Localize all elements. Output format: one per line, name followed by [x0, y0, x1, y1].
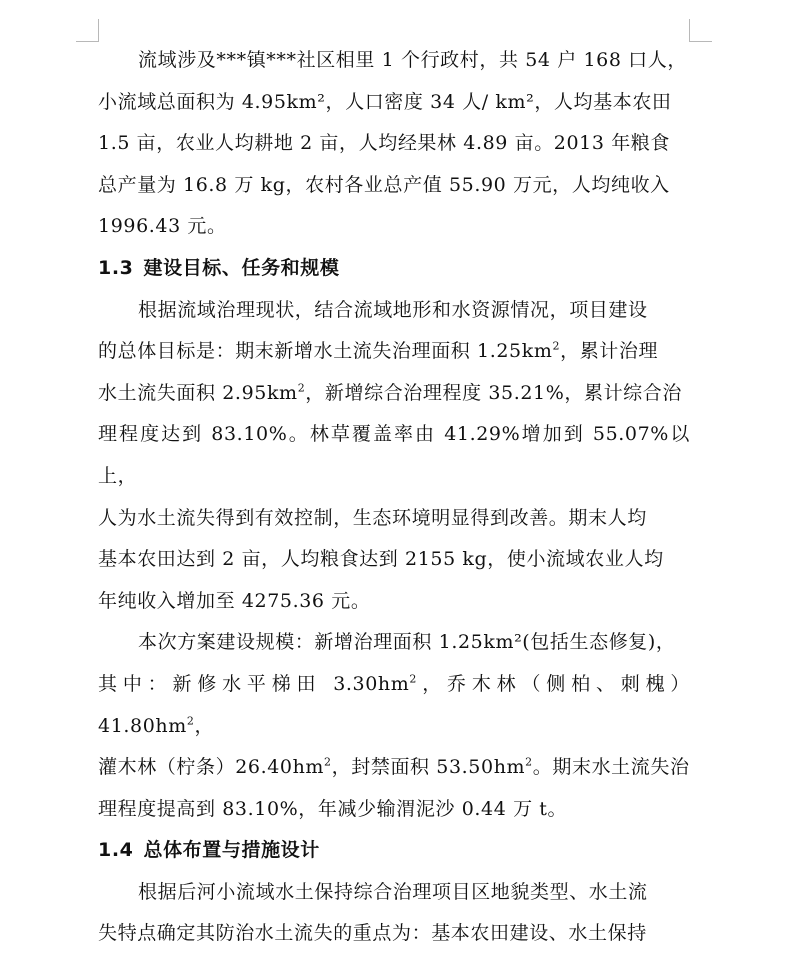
text-line: 理程度达到 83.10%。林草覆盖率由 41.29%增加到 55.07%以上，: [98, 423, 690, 487]
document-body[interactable]: [98, 40, 690, 955]
text-segment: ，新增综合治理程度 35.21%，累计综合治: [305, 381, 682, 404]
text-segment: 的总体目标是：期末新增水土流失治理面积 1.25km: [98, 340, 553, 363]
superscript: 2: [186, 714, 195, 728]
text-line: 总产量为 16.8 万 kg，农村各业总产值 55.90 万元，人均纯收入: [98, 173, 670, 196]
superscript: 2: [409, 672, 417, 686]
text-line: [98, 331, 690, 373]
crop-mark-top-left: [76, 19, 99, 42]
text-line: 小流域总面积为 4.95km²，人口密度 34 人/ km²，人均基本农田: [98, 90, 672, 113]
superscript: 2: [297, 381, 306, 395]
text-segment: 水土流失面积 2.95km: [98, 381, 298, 404]
text-line: [98, 373, 690, 415]
section-heading-1-3: [98, 248, 690, 290]
section-heading-1-4: [98, 830, 690, 872]
text-line: 1.5 亩，农业人均耕地 2 亩，人均经果林 4.89 亩。2013 年粮食: [98, 132, 671, 155]
section-title: 建设目标、任务和规模: [143, 256, 340, 279]
paragraph-layout: [98, 872, 690, 955]
section-number: 1.4: [98, 839, 134, 862]
text-segment: 其中：新修水平梯田 3.30hm: [98, 672, 410, 695]
text-line: 1996.43 元。: [98, 215, 227, 238]
text-line: [98, 664, 690, 747]
text-line: 失特点确定其防治水土流失的重点为：基本农田建设、水土保持: [98, 922, 647, 945]
text-line: 理程度提高到 83.10%，年减少输渭泥沙 0.44 万 t。: [98, 797, 568, 820]
paragraph-population: [98, 40, 690, 248]
text-line: 根据后河小流域水土保持综合治理项目区地貌类型、水土流: [138, 880, 648, 903]
text-segment: ，: [194, 714, 215, 737]
text-segment: 灌木林（柠条）26.40hm: [98, 756, 325, 779]
text-line: 人为水土流失得到有效控制，生态环境明显得到改善。期末人均: [98, 506, 647, 529]
text-segment: ，封禁面积 53.50hm: [331, 756, 526, 779]
text-line: 年纯收入增加至 4275.36 元。: [98, 589, 371, 612]
text-line: 基本农田达到 2 亩，人均粮食达到 2155 kg，使小流域农业人均: [98, 548, 664, 571]
section-number: 1.3: [98, 256, 134, 279]
text-segment: 。期末水土流失治: [532, 756, 690, 779]
text-segment: ，累计治理: [560, 340, 659, 363]
superscript: 2: [525, 755, 533, 769]
text-line: 本次方案建设规模：新增治理面积 1.25km²(包括生态修复)，: [138, 631, 676, 654]
section-title: 总体布置与措施设计: [143, 839, 320, 862]
text-line: 根据流域治理现状，结合流域地形和水资源情况，项目建设: [138, 298, 648, 321]
superscript: 2: [552, 339, 561, 353]
superscript: 2: [324, 755, 332, 769]
text-line: [98, 747, 690, 789]
paragraph-goals: [98, 290, 690, 623]
text-segment: ，乔木林（侧柏、刺槐）41.80hm: [98, 672, 690, 737]
crop-mark-top-right: [689, 19, 712, 42]
paragraph-scale: [98, 622, 690, 830]
text-line: 流域涉及***镇***社区相里 1 个行政村，共 54 户 168 口人，: [138, 49, 687, 71]
